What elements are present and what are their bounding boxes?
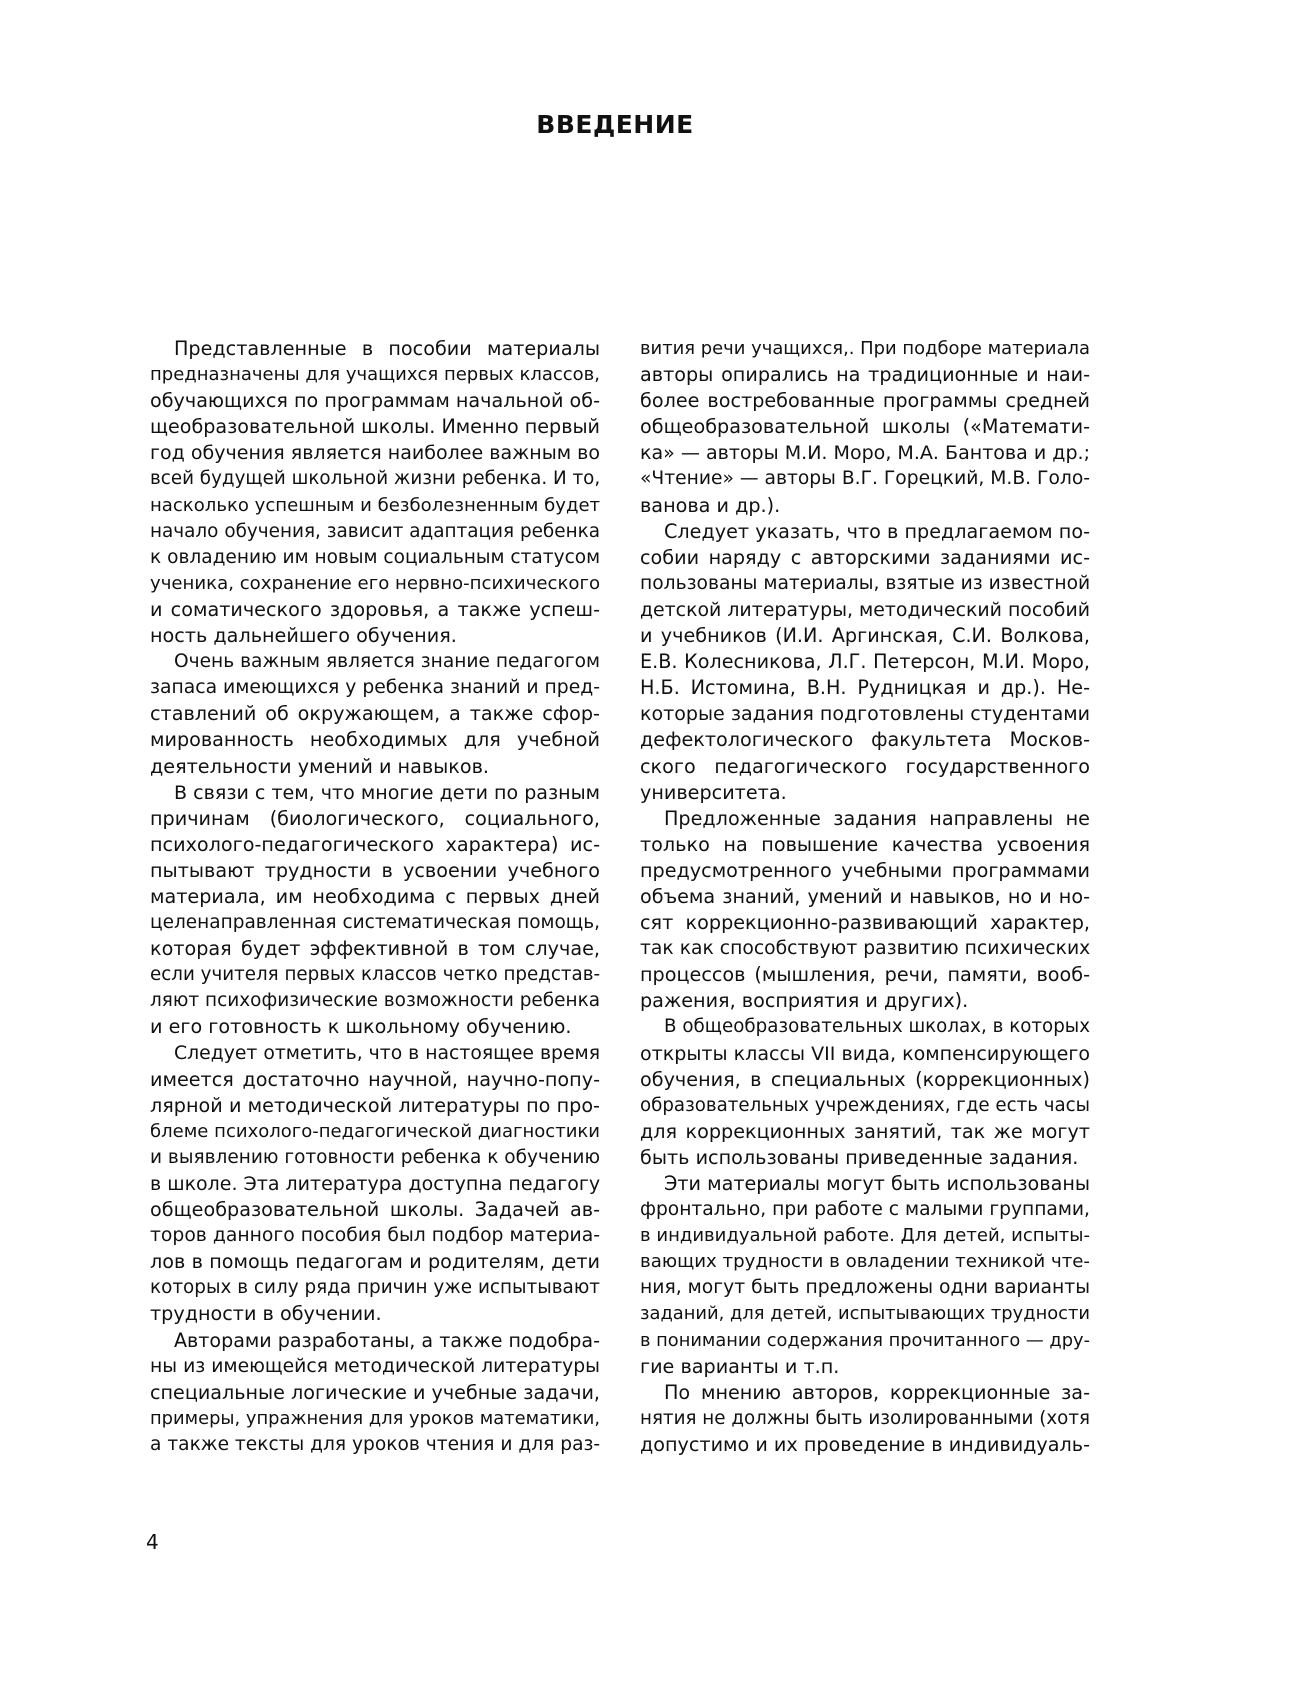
text-line: имеется достаточно научной, научно-попу-	[150, 1067, 600, 1091]
text-line: которые задания подготовлены студентами	[640, 703, 1090, 726]
text-line: а также тексты для уроков чтения и для раз-	[150, 1433, 601, 1455]
text-line: ность дальнейшего обучения.	[150, 624, 457, 648]
text-line: В общеобразовательных школах, в которых	[664, 1016, 1090, 1038]
text-line: Авторами разработаны, а также подобра-	[174, 1328, 600, 1352]
text-line: Представленные в пособии материалы	[174, 337, 600, 360]
text-line: которых в силу ряда причин уже испытывают	[150, 1277, 600, 1299]
text-line: предусмотренного учебными программами	[640, 858, 1090, 882]
text-line: В связи с тем, что многие дети по разным	[174, 781, 601, 804]
text-line: ученика, сохранение его нервно-психического	[150, 572, 601, 594]
text-line: сят коррекционно-развивающий характер,	[640, 911, 1090, 935]
text-line: пользованы материалы, взятые из известной	[640, 572, 1091, 594]
text-line: так как способствуют развитию психических	[640, 938, 1091, 960]
text-line: мированность необходимых для учебной	[150, 728, 600, 752]
text-line: в понимании содержания прочитанного — дру-	[640, 1329, 1090, 1351]
text-line: к овладению им новым социальным статусом	[150, 546, 601, 568]
text-line: и его готовность к школьному обучению.	[150, 1015, 572, 1039]
text-line: запаса имеющихся у ребенка знаний и пред-	[150, 677, 600, 699]
text-line: вития речи учащихся,. При подборе материала	[640, 338, 1090, 359]
text-line: дефектологического факультета Москов-	[640, 728, 1090, 752]
text-line: детской литературы, методический пособий	[640, 598, 1090, 621]
page-number: 4	[146, 1530, 159, 1554]
text-line: начало обучения, зависит адаптация ребенка	[150, 520, 600, 542]
text-line: лярной и методической литературы по про-	[150, 1093, 600, 1117]
text-line: насколько успешным и безболезненным будет	[150, 494, 601, 516]
text-line: щеобразовательной школы. Именно первый	[150, 415, 600, 439]
text-line: университета.	[640, 780, 787, 804]
text-line: только на повышение качества усвоения	[640, 832, 1090, 856]
text-line: образовательных учреждениях, где есть часы	[640, 1094, 1091, 1116]
text-line: лов в помощь педагогам и родителям, дети	[150, 1250, 600, 1274]
text-line: фронтально, при работе с малыми группами,	[640, 1199, 1090, 1221]
text-line: причинам (биологического, социального,	[150, 806, 600, 830]
text-line: обучения, в специальных (коррекционных)	[640, 1067, 1090, 1091]
text-line: общеобразовательной школы («Математи-	[640, 415, 1090, 439]
text-line: Очень важным является знание педагогом	[174, 651, 600, 673]
text-line: в школе. Эта литература доступна педагогу	[150, 1173, 601, 1195]
text-line: заданий, для детей, испытывающих трудности	[640, 1303, 1090, 1325]
text-line: Е.В. Колесникова, Л.Г. Петерсон, М.И. Моро,	[640, 650, 1090, 674]
text-line: целенаправленная систематическая помощь,	[150, 912, 600, 934]
text-line: ванова и др.).	[640, 493, 781, 517]
text-line: «Чтение» — авторы В.Г. Горецкий, М.В. Голо-	[640, 468, 1090, 490]
text-line: вающих трудности в овладении техникой чте-	[640, 1251, 1090, 1273]
text-line: более востребованные программы средней	[640, 389, 1090, 413]
text-line: Эти материалы могут быть использованы	[664, 1172, 1091, 1195]
text-line: гие варианты и т.п.	[640, 1354, 840, 1378]
text-line: примеры, упражнения для уроков математики,	[150, 1407, 601, 1429]
text-line: общеобразовательной школы. Задачей ав-	[150, 1198, 600, 1222]
text-line: допустимо и их проведение в индивидуаль-	[640, 1432, 1090, 1456]
text-line: Н.Б. Истомина, В.Н. Рудницкая и др.). Не-	[640, 676, 1090, 700]
text-line: специальные логические и учебные задачи,	[150, 1380, 600, 1404]
text-line: ражения, восприятия и других).	[640, 989, 969, 1013]
text-line: По мнению авторов, коррекционные за-	[664, 1380, 1090, 1404]
text-line: психолого-педагогического характера) ис-	[150, 832, 600, 856]
text-line: и выявлению готовности ребенка к обучению	[150, 1146, 601, 1168]
text-line: процессов (мышления, речи, памяти, вооб-	[640, 963, 1090, 987]
text-line: деятельности умений и навыков.	[150, 754, 490, 778]
text-line: ка» — авторы М.И. Моро, М.А. Бантова и др.;	[640, 442, 1090, 465]
text-line: и соматического здоровья, а также успеш-	[150, 597, 600, 621]
text-line: собии наряду с авторскими заданиями ис-	[640, 545, 1090, 569]
text-line: материала, им необходима с первых дней	[150, 884, 600, 908]
text-line: открыты классы VII вида, компенсирующего	[640, 1042, 1090, 1065]
text-line: ского педагогического государственного	[640, 754, 1090, 778]
text-line: нятия не должны быть изолированными (хотя	[640, 1407, 1090, 1429]
text-line: которая будет эффективной в том случае,	[150, 937, 600, 961]
right-column	[640, 336, 1090, 1458]
text-line: для коррекционных занятий, так же могут	[640, 1119, 1090, 1143]
text-line: в индивидуальной работе. Для детей, испыты-	[640, 1225, 1090, 1247]
text-line: Следует отметить, что в настоящее время	[174, 1042, 601, 1064]
text-line: торов данного пособия был подбор материа-	[150, 1225, 600, 1247]
text-line: быть использованы приведенные задания.	[640, 1145, 1079, 1169]
text-line: ляют психофизические возможности ребенка	[150, 990, 601, 1012]
text-line: и учебников (И.И. Аргинская, С.И. Волкова,	[640, 624, 1090, 648]
text-line: Следует указать, что в предлагаемом по-	[664, 519, 1090, 543]
text-line: предназначены для учащихся первых классов,	[150, 364, 600, 386]
text-line: ны из имеющейся методической литературы	[150, 1355, 600, 1377]
text-line: пытывают трудности в усвоении учебного	[150, 858, 600, 882]
text-line: блеме психолого-педагогической диагностики	[150, 1120, 600, 1142]
text-line: обучающихся по программам начальной об-	[150, 389, 600, 413]
text-line: всей будущей школьной жизни ребенка. И то,	[150, 468, 601, 490]
text-line: год обучения является наиболее важным во	[150, 442, 601, 465]
text-line: Предложенные задания направлены не	[664, 806, 1090, 830]
text-line: ставлений об окружающем, а также сфор-	[150, 702, 600, 726]
text-line: объема знаний, умений и навыков, но и но-	[640, 884, 1090, 908]
text-line: если учителя первых классов четко представ-	[150, 964, 601, 986]
page-title: ВВЕДЕНИЕ	[536, 110, 694, 139]
left-column	[150, 336, 600, 1458]
text-line: ния, могут быть предложены одни варианты	[640, 1277, 1090, 1299]
text-line: авторы опирались на традиционные и наи-	[640, 363, 1090, 387]
text-line: трудности в обучении.	[150, 1302, 382, 1326]
